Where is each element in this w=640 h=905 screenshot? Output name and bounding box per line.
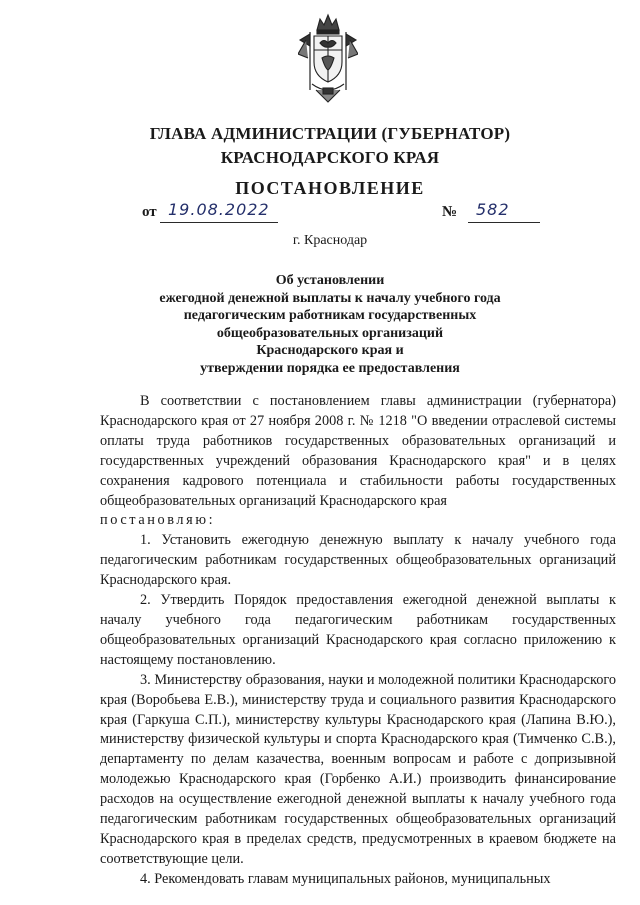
number-label: № [442,204,458,220]
document-body [100,392,616,890]
item-paragraph: 3. Министерству образования, науки и молодежной политики Краснодарского края (Воробьева Е.В.), министерству труда и социального развития Краснодарского края (Гаркуша С.П.), министерству культуры Краснодарского края (Лапина В.Ю.), министерству физической культуры и спорта Краснодарского края (Тимченко С.В.), департаменту по делам казачества, военным вопросам и работе с допризывной молодежью Краснодарского края (Горбенко А.И.) производить финансирование расходов на осуществление ежегодной денежной выплаты к началу учебного года педагогическим работникам государственных общеобразовательных организаций Краснодарского края в пределах средств, предусмотренных в краевом бюджете на соответствующие цели. [100,671,616,867]
document-title [110,272,550,377]
preamble-paragraph: В соответствии с постановлением главы администрации (губернатора) Краснодарского края от 27 ноября 2008 г. № 1218 "О введении отраслевой системы оплаты труда работников государственных образовательных организаций и государственных учреждений образования Краснодарского края" и в целях сохранения кадрового потенциала и стабильности работы государственных общеобразовательных организаций Краснодарского края [100,393,616,509]
title-line: Об установлении [275,273,385,288]
issuer-title-line-1: ГЛАВА АДМИНИСТРАЦИИ (ГУБЕРНАТОР) [149,124,511,143]
date-underline [160,222,278,223]
date-value-handwritten: 19.08.2022 [168,200,270,219]
krasnodar-coat-of-arms-icon [298,10,358,106]
title-line: педагогическим работникам государственных [183,308,477,323]
item-paragraph: 4. Рекомендовать главам муниципальных районов, муниципальных [140,870,551,887]
document-type: ПОСТАНОВЛЕНИЕ [235,178,425,198]
number-value-handwritten: 582 [476,200,510,219]
title-line: утверждении порядка ее предоставления [200,360,460,376]
city-line: г. Краснодар [292,233,368,248]
title-line: Краснодарского края и [256,343,404,358]
item-paragraph: 2. Утвердить Порядок предоставления ежегодной денежной выплаты к началу учебного года педагогическим работникам государственных общеобразовательных организаций Краснодарского края согласно приложению к настоящему постановлению. [100,592,616,668]
title-line: ежегодной денежной выплаты к началу учебного года [159,290,501,306]
number-underline [468,222,540,223]
issuer-title-line-2: КРАСНОДАРСКОГО КРАЯ [220,148,440,167]
date-label: от [142,204,157,220]
item-paragraph: 1. Установить ежегодную денежную выплату к началу учебного года педагогическим работникам государственных общеобразовательных организаций Краснодарского края. [100,532,616,589]
title-line: общеобразовательных организаций [216,325,444,341]
decree-word: постановляю: [100,512,216,529]
